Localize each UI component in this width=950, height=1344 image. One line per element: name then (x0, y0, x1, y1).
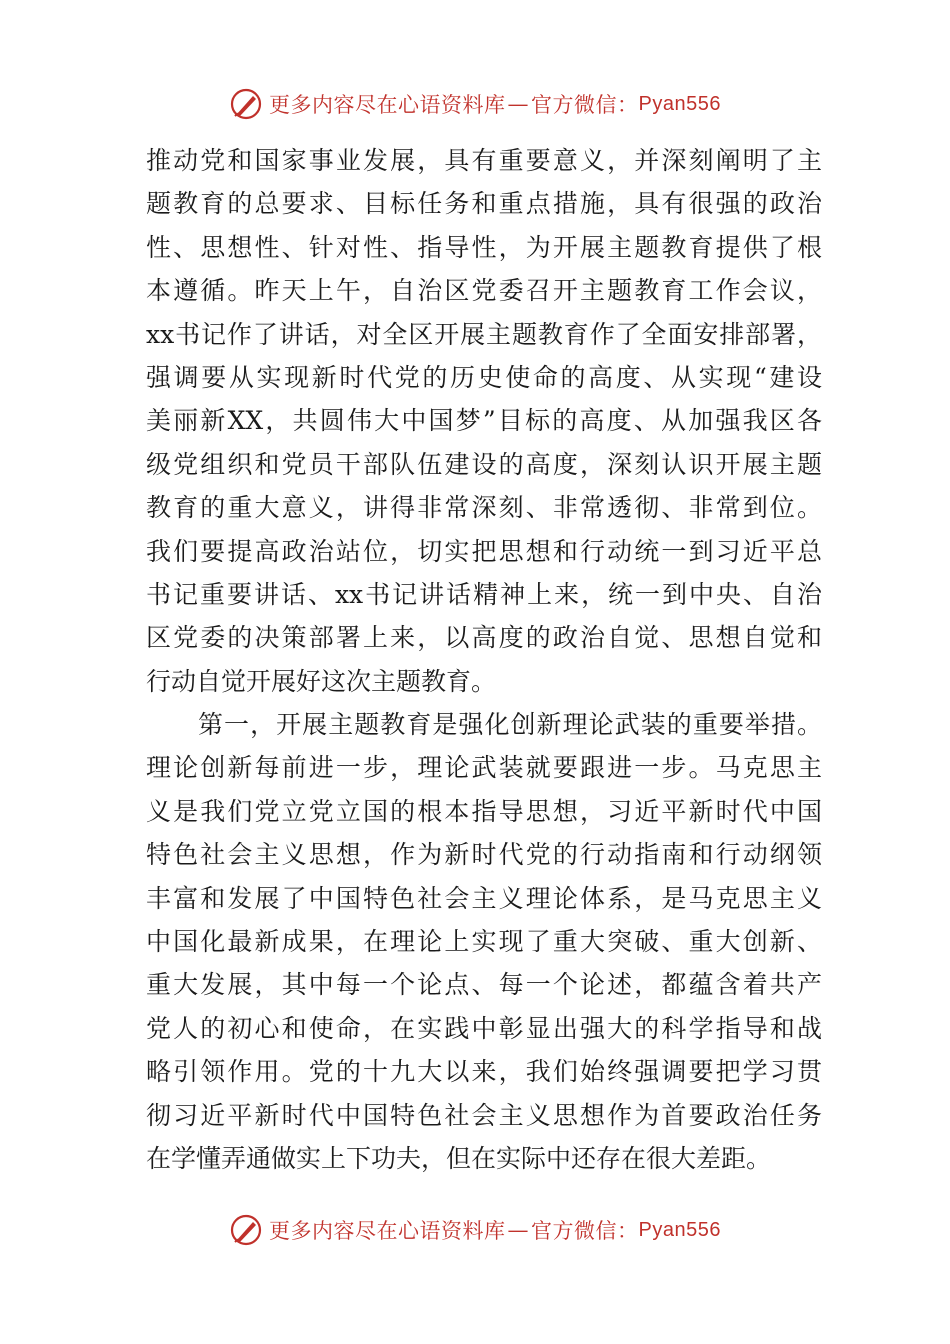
text-line: 义是我们党立党立国的根本指导思想，习近平新时代中国 (146, 796, 822, 826)
pen-logo-icon (229, 87, 263, 121)
watermark-wechat: Pyan556 (638, 92, 721, 115)
watermark-separator: — (507, 92, 530, 116)
text-line: 彻习近平新时代中国特色社会主义思想作为首要政治任务 (146, 1100, 822, 1130)
paragraph-1 (146, 139, 822, 703)
text-line: 本遵循。昨天上午，自治区党委召开主题教育工作会议， (146, 276, 822, 306)
text-line: 美丽新XX，共圆伟大中国梦”目标的高度、从加强我区各 (146, 406, 822, 436)
paragraph-2 (146, 703, 822, 1180)
text-line: 区党委的决策部署上来，以高度的政治自觉、思想自觉和 (146, 623, 822, 653)
text-line: 教育的重大意义，讲得非常深刻、非常透彻、非常到位。 (146, 493, 822, 523)
text-line: 理论创新每前进一步，理论武装就要跟进一步。马克思主 (146, 753, 822, 783)
text-line: 性、思想性、针对性、指导性，为开展主题教育提供了根 (146, 232, 822, 262)
text-line: xx书记作了讲话，对全区开展主题教育作了全面安排部署， (146, 319, 822, 349)
watermark-official: 官方微信： (531, 1219, 639, 1243)
text-line: 行动自觉开展好这次主题教育。 (146, 666, 497, 696)
text-line: 特色社会主义思想，作为新时代党的行动指南和行动纲领 (146, 840, 822, 870)
pen-logo-icon (229, 1213, 263, 1247)
watermark-wechat: Pyan556 (638, 1218, 721, 1241)
text-line: 我们要提高政治站位，切实把思想和行动统一到习近平总 (146, 536, 822, 566)
text-line: 推动党和国家事业发展，具有重要意义，并深刻阐明了主 (146, 146, 822, 175)
text-line: 第一，开展主题教育是强化创新理论武装的重要举措。 (198, 710, 822, 740)
watermark-header (0, 84, 950, 124)
text-line: 党人的初心和使命，在实践中彰显出强大的科学指导和战 (146, 1013, 822, 1043)
document-body (146, 139, 822, 1180)
text-line: 题教育的总要求、目标任务和重点措施，具有很强的政治 (146, 189, 822, 219)
watermark-separator: — (507, 1218, 530, 1242)
text-line: 书记重要讲话、xx书记讲话精神上来，统一到中央、自治 (146, 579, 822, 609)
text-line: 强调要从实现新时代党的历史使命的高度、从实现“建设 (146, 362, 822, 392)
text-line: 略引领作用。党的十九大以来，我们始终强调要把学习贯 (146, 1057, 822, 1087)
watermark-official: 官方微信： (531, 93, 639, 117)
text-line: 丰富和发展了中国特色社会主义理论体系，是马克思主义 (146, 883, 822, 913)
text-line: 级党组织和党员干部队伍建设的高度，深刻认识开展主题 (146, 449, 822, 479)
watermark-text: 更多内容尽在心语资料库 (269, 1219, 506, 1243)
text-line: 重大发展，其中每一个论点、每一个论述，都蕴含着共产 (146, 970, 822, 1000)
text-line: 在学懂弄通做实上下功夫，但在实际中还存在很大差距。 (146, 1143, 772, 1173)
text-line: 中国化最新成果，在理论上实现了重大突破、重大创新、 (146, 927, 822, 957)
watermark-text: 更多内容尽在心语资料库 (269, 93, 506, 117)
watermark-footer (0, 1210, 950, 1250)
